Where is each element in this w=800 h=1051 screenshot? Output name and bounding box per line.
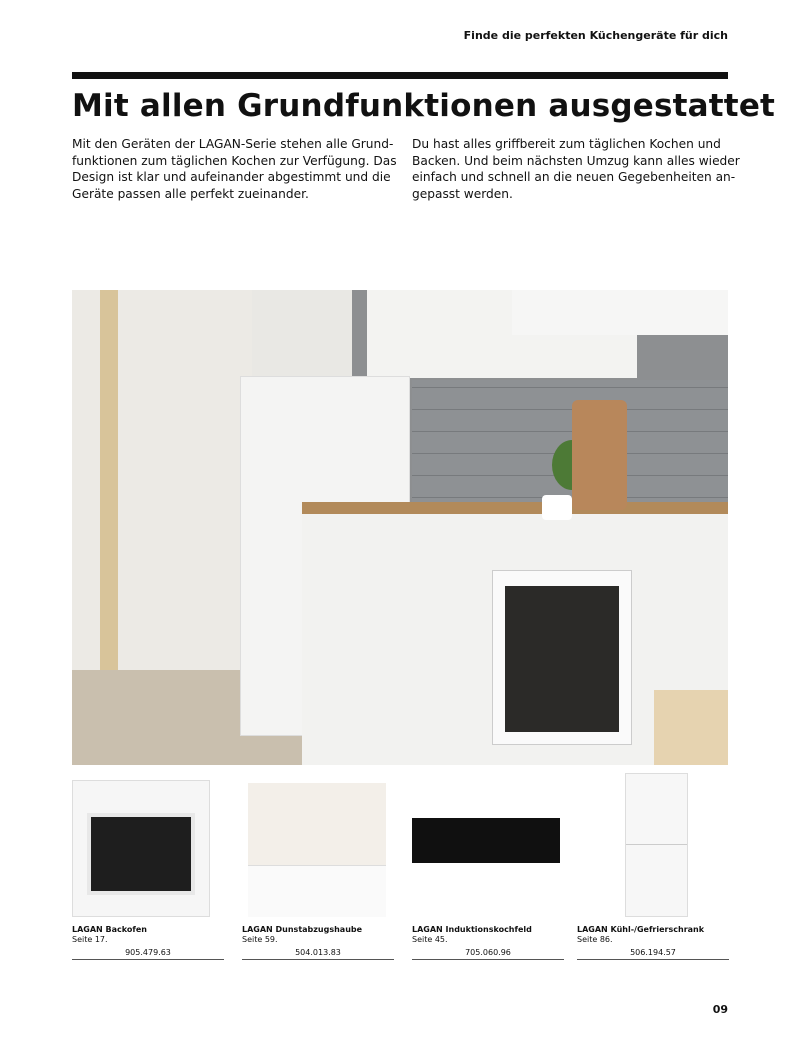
product-image-oven [72, 780, 210, 917]
title-rule [72, 72, 728, 79]
page-number: 09 [712, 1003, 728, 1016]
product-page: Seite 86. [577, 935, 613, 944]
text-line: funktionen zum täglichen Kochen zur Verfügung. Das [72, 153, 397, 168]
section-tagline: Finde die perfekten Küchengeräte für dich [463, 29, 728, 42]
product-image-fridge [625, 773, 688, 917]
divider [242, 959, 394, 960]
text-line: Mit den Geräten der LAGAN-Serie stehen alle Grund- [72, 137, 394, 151]
product-page: Seite 17. [72, 935, 108, 944]
article-number: 905.479.63 [125, 948, 171, 957]
divider [412, 959, 564, 960]
product-name: LAGAN Kühl-/Gefrierschrank [577, 925, 705, 934]
article-number: 506.194.57 [630, 948, 676, 957]
product-image-cooktop [412, 818, 560, 863]
product-name: LAGAN Backofen [72, 925, 147, 934]
divider [577, 959, 729, 960]
product-name: LAGAN Dunstabzugshaube [242, 925, 363, 934]
product-name: LAGAN Induktionskochfeld [412, 925, 532, 934]
text-line: Design ist klar und aufeinander abgestimmt und die [72, 170, 391, 184]
article-number: 705.060.96 [465, 948, 511, 957]
article-number: 504.013.83 [295, 948, 341, 957]
kitchen-photo [72, 290, 728, 765]
product-page: Seite 59. [242, 935, 278, 944]
text-line: Geräte passen alle perfekt zueinander. [72, 186, 309, 201]
intro-column-2 [412, 136, 740, 202]
text-line: einfach und schnell an die neuen Gegebenheiten an- [412, 170, 736, 184]
product-image-hood [248, 783, 386, 917]
text-line: Du hast alles griffbereit zum täglichen Kochen und [412, 137, 721, 151]
page-title: Mit allen Grundfunktionen ausgestattet [72, 88, 776, 124]
text-line: Backen. Und beim nächsten Umzug kann alles wieder [412, 153, 740, 168]
divider [72, 959, 224, 960]
product-page: Seite 45. [412, 935, 448, 944]
intro-column-1 [72, 136, 397, 202]
text-line: gepasst werden. [412, 186, 513, 201]
